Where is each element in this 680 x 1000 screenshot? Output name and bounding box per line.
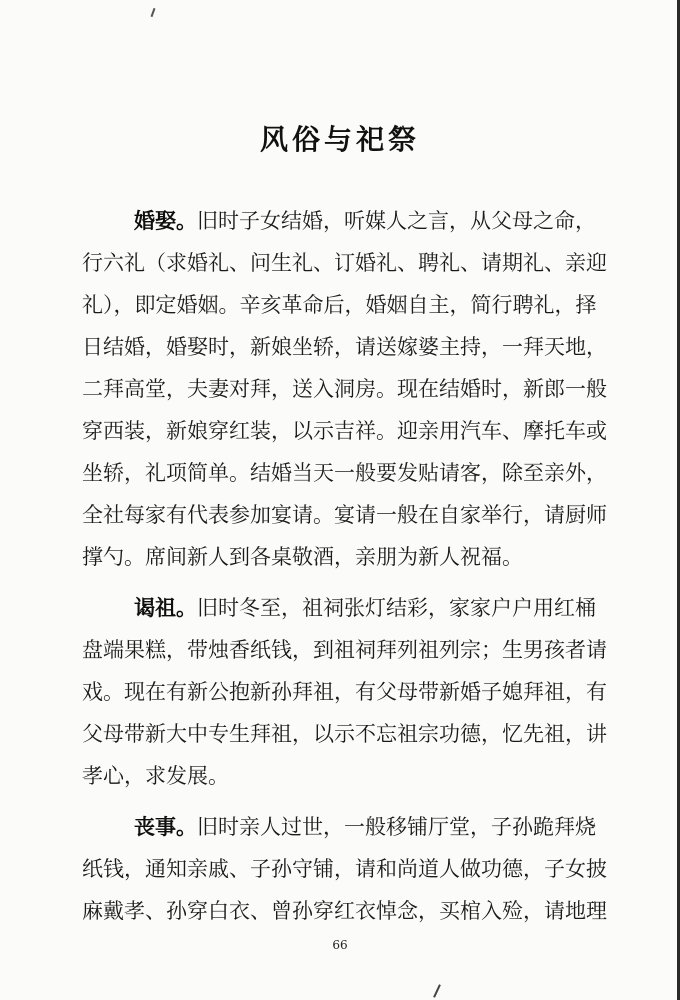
paragraph-first-line xyxy=(82,806,622,848)
paragraph-first-line xyxy=(82,200,622,242)
text-line: 麻戴孝、孙穿白衣、曾孙穿红衣悼念，买棺入殓，请地理 xyxy=(82,899,607,923)
scan-mark xyxy=(433,984,441,998)
text-line: 穿西装，新娘穿红装，以示吉祥。迎亲用汽车、摩托车或 xyxy=(82,419,607,443)
page-number: 66 xyxy=(332,938,348,952)
text-line: 全社每家有代表参加宴请。宴请一般在自家举行，请厨师 xyxy=(82,503,607,527)
paragraph-text: 旧时亲人过世，一般移铺厅堂，子孙跪拜烧 xyxy=(197,815,596,839)
text-line: 孝心，求发展。 xyxy=(82,764,229,788)
text-line: 二拜高堂，夫妻对拜，送入洞房。现在结婚时，新郎一般 xyxy=(82,377,607,401)
text-line: 撑勺。席间新人到各桌敬酒，亲朋为新人祝福。 xyxy=(82,545,523,569)
paragraph-first-line xyxy=(82,587,622,629)
text-line: 坐轿，礼项简单。结婚当天一般要发贴请客，除至亲外， xyxy=(82,461,607,485)
body-text xyxy=(82,200,622,932)
text-line: 戏。现在有新公抱新孙拜祖，有父母带新婚子媳拜祖，有 xyxy=(82,680,607,704)
text-line: 纸钱，通知亲戚、子孙守铺，请和尚道人做功德，子女披 xyxy=(82,857,607,881)
text-line: 日结婚，婚娶时，新娘坐轿，请送嫁婆主持，一拜天地， xyxy=(82,335,607,359)
scan-mark xyxy=(151,8,156,17)
text-line: 礼），即定婚姻。辛亥革命后，婚姻自主，简行聘礼，择 xyxy=(82,293,597,317)
text-line: 父母带新大中专生拜祖，以示不忘祖宗功德，忆先祖，讲 xyxy=(82,722,607,746)
page-title: 风俗与祀祭 xyxy=(259,123,420,156)
paragraph-text: 旧时子女结婚，听媒人之言，从父母之命， xyxy=(197,209,596,233)
section-heading: 谒祖。 xyxy=(134,596,197,620)
text-line: 盘端果糕，带烛香纸钱，到祖祠拜列祖列宗；生男孩者请 xyxy=(82,638,607,662)
section-heading: 婚娶。 xyxy=(134,209,197,233)
section-heading: 丧事。 xyxy=(134,815,197,839)
text-line: 行六礼（求婚礼、问生礼、订婚礼、聘礼、请期礼、亲迎 xyxy=(82,251,607,275)
paragraph-text: 旧时冬至，祖祠张灯结彩，家家户户用红桶 xyxy=(197,596,596,620)
